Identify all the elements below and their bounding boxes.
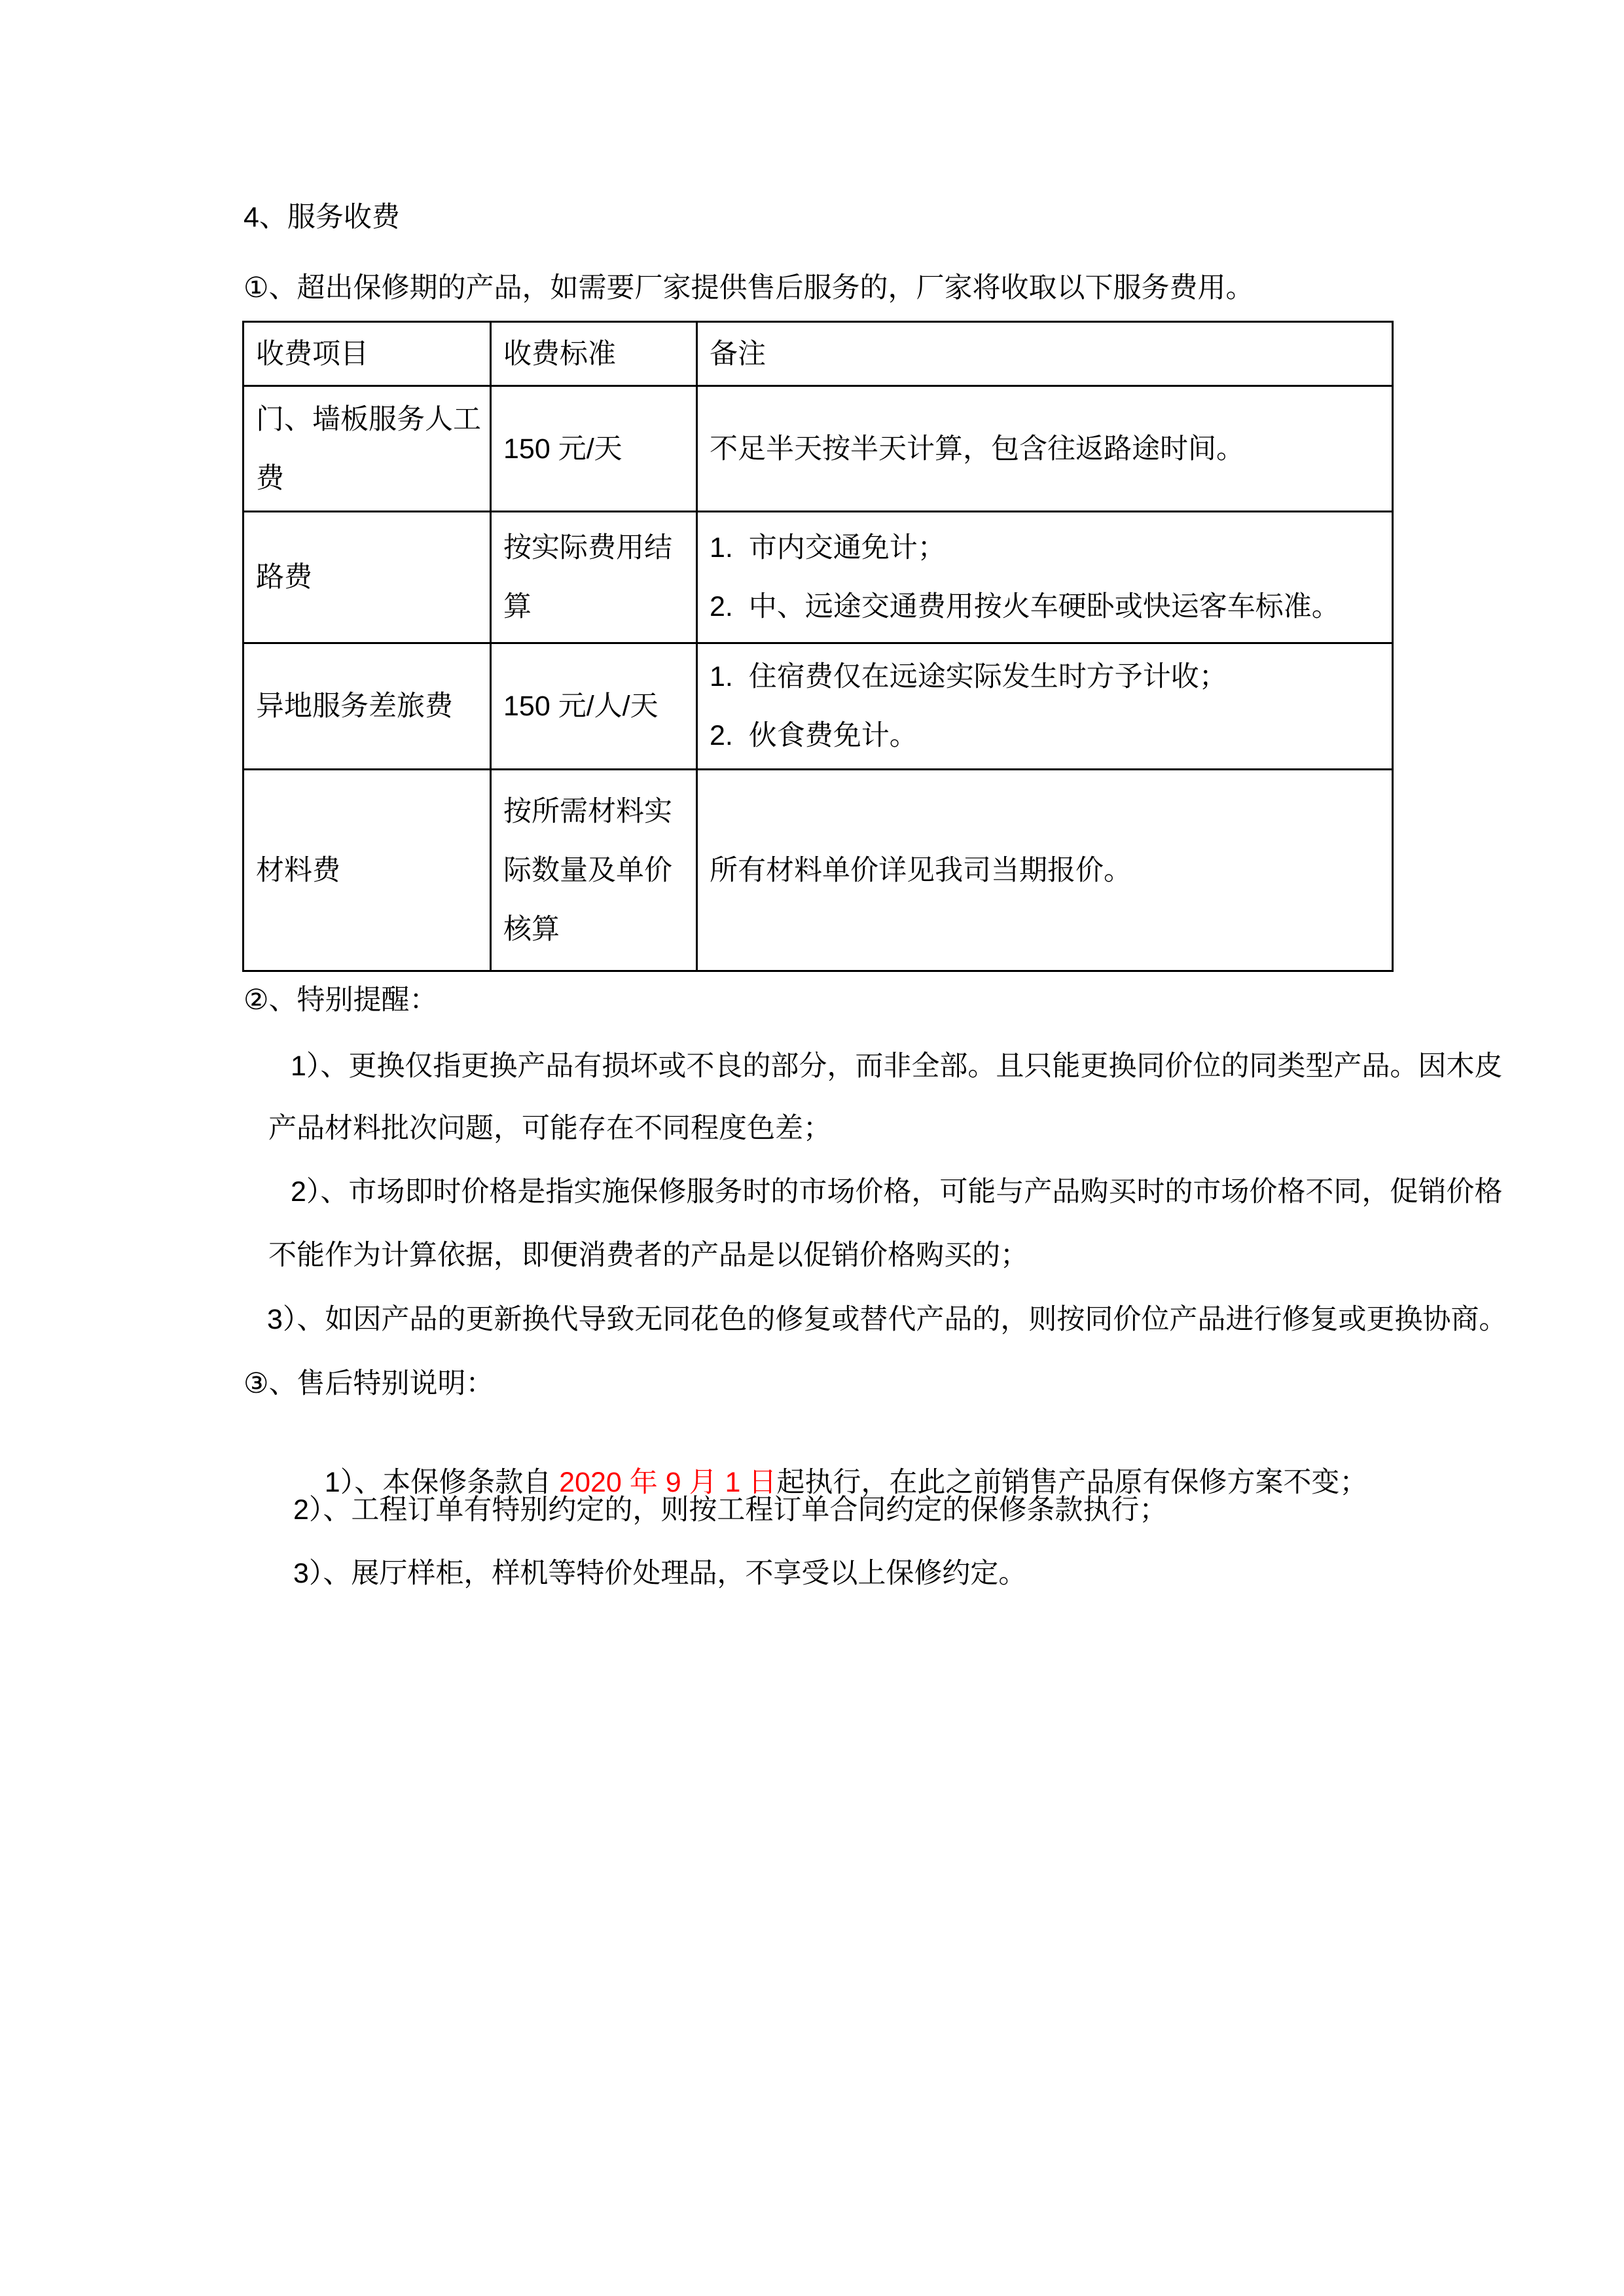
- remarks-cell: [697, 512, 1393, 643]
- fee-standard-cell: [491, 643, 697, 770]
- header-label: 备注: [710, 338, 766, 370]
- fee-row-road: [244, 512, 1393, 643]
- header-label: 收费项目: [256, 338, 369, 370]
- cell-text-line: 1. 市内交通免计；: [710, 532, 946, 564]
- fee-standard-cell: [491, 386, 697, 512]
- cell-text-line: 异地服务差旅费: [256, 691, 453, 722]
- cell-text-line: 按实际费用结: [503, 532, 672, 564]
- cell-text-line: 路费: [256, 562, 312, 593]
- after-sales-item: 3）、展厅样柜，样机等特价处理品，不享受以上保修约定。: [293, 1558, 1027, 1589]
- header-cell-fee-item: [244, 322, 491, 386]
- cell-text-line: 材料费: [256, 854, 340, 886]
- effective-date-text: 2020 年 9 月 1 日: [559, 1467, 777, 1498]
- fee-row-labor: [244, 386, 1393, 512]
- remarks-cell: [697, 770, 1393, 971]
- cell-text-line: 1. 住宿费仅在远途实际发生时方予计收；: [710, 661, 1227, 692]
- header-label: 收费标准: [503, 338, 616, 370]
- after-sales-heading: ③、售后特别说明：: [244, 1368, 494, 1399]
- after-sales-item-text: 起执行，在此之前销售产品原有保修方案不变；: [776, 1467, 1368, 1498]
- reminder-line: 2）、市场即时价格是指实施保修服务时的市场价格，可能与产品购买时的市场价格不同，促销价格: [291, 1176, 1503, 1208]
- cell-text-line: 算: [503, 591, 532, 622]
- fee-item-cell: [244, 512, 491, 643]
- cell-text-line: 150 元/天: [503, 433, 623, 465]
- cell-text-line: 2. 伙食费免计。: [710, 720, 918, 751]
- fee-row-materials: [244, 770, 1393, 971]
- after-sales-item-text: 1）、本保修条款自: [324, 1467, 560, 1498]
- reminder-line: 产品材料批次问题，可能存在不同程度色差；: [268, 1113, 831, 1144]
- remarks-cell: [697, 643, 1393, 770]
- cell-text-line: 核算: [503, 913, 560, 945]
- fee-row-offsite-travel: [244, 643, 1393, 770]
- fee-standard-cell: [491, 770, 697, 971]
- remarks-cell: [697, 386, 1393, 512]
- header-cell-remarks: [697, 322, 1393, 386]
- cell-text-line: 不足半天按半天计算，包含往返路途时间。: [710, 433, 1244, 465]
- cell-text-line: 际数量及单价: [503, 854, 672, 886]
- intro-paragraph: ①、超出保修期的产品，如需要厂家提供售后服务的，厂家将收取以下服务费用。: [244, 272, 1254, 304]
- fee-table: [242, 321, 1394, 972]
- special-reminder-heading: ②、特别提醒：: [244, 984, 438, 1016]
- reminder-line: 3）、如因产品的更新换代导致无同花色的修复或替代产品的，则按同价位产品进行修复或更换协商。: [267, 1304, 1507, 1335]
- cell-text-line: 费: [256, 462, 284, 494]
- fee-item-cell: [244, 770, 491, 971]
- fee-standard-cell: [491, 512, 697, 643]
- cell-text-line: 门、墙板服务人工: [256, 403, 481, 435]
- cell-text-line: 所有材料单价详见我司当期报价。: [710, 854, 1132, 886]
- cell-text-line: 按所需材料实: [503, 795, 672, 827]
- fee-table-header-row: [244, 322, 1393, 386]
- reminder-line: 1）、更换仅指更换产品有损坏或不良的部分，而非全部。且只能更换同价位的同类型产品。因木皮: [291, 1050, 1503, 1082]
- cell-text-line: 2. 中、远途交通费用按火车硬卧或快运客车标准。: [710, 591, 1340, 622]
- header-cell-fee-standard: [491, 322, 697, 386]
- fee-item-cell: [244, 643, 491, 770]
- cell-text-line: 150 元/人/天: [503, 691, 659, 722]
- fee-item-cell: [244, 386, 491, 512]
- after-sales-item: 2）、工程订单有特别约定的，则按工程订单合同约定的保修条款执行；: [293, 1494, 1168, 1526]
- reminder-line: 不能作为计算依据，即便消费者的产品是以促销价格购买的；: [268, 1240, 1028, 1271]
- section-title: 4、服务收费: [244, 202, 400, 233]
